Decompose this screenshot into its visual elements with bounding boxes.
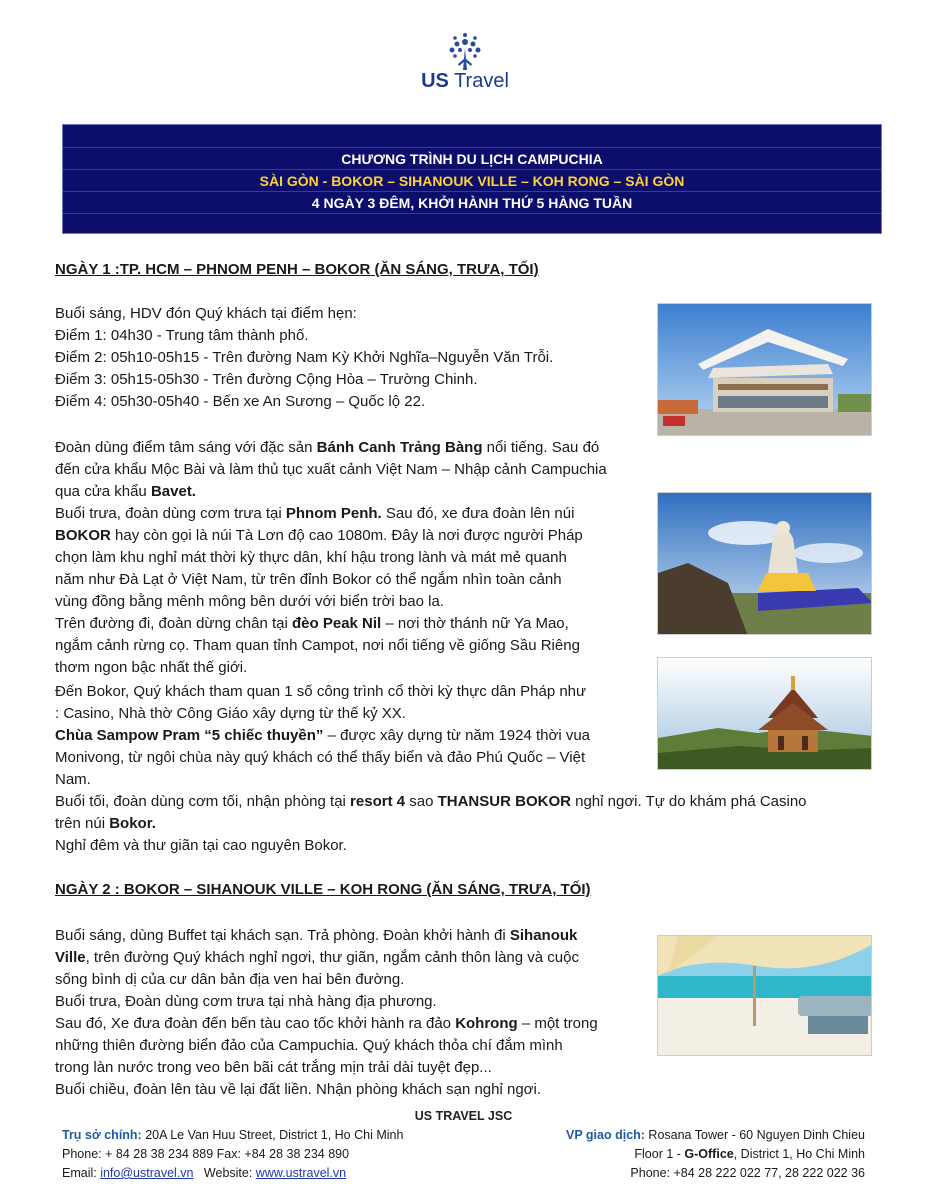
pickup-point: Điểm 3: 05h15-05h30 - Trên đường Cộng Hòa – Trường Chinh.	[55, 371, 478, 388]
footer-company: US TRAVEL JSC	[414, 1109, 513, 1123]
banner-title: CHƯƠNG TRÌNH DU LỊCH CAMPUCHIA	[341, 151, 603, 167]
temple-text: Monivong, từ ngôi chùa này quý khách có thể thấy biển và đảo Phú Quốc – Việt	[55, 749, 586, 766]
office-floor: Floor 1 - G-Office, District 1, Ho Chi Minh	[634, 1147, 865, 1161]
day2-afternoon-text: Buổi chiều, đoàn lên tàu về lại đất liền. Nhận phòng khách sạn nghỉ ngơi.	[55, 1081, 542, 1098]
day2-boat-text: những thiên đường biển đảo của Campuchia. Quý khách thỏa chí đắm mình	[55, 1037, 563, 1054]
banner-route: SÀI GÒN - BOKOR – SIHANOUK VILLE – KOH RONG – SÀI GÒN	[259, 173, 685, 189]
phone-fax: Phone: + 84 28 38 234 889 Fax: +84 28 38 234 890	[62, 1147, 350, 1161]
border-text: đến cửa khẩu Mộc Bài và làm thủ tục xuất cảnh Việt Nam – Nhập cảnh Campuchia	[55, 461, 607, 478]
pickup-point: Điểm 4: 05h30-05h40 - Bến xe An Sương – Quốc lộ 22.	[55, 393, 426, 410]
bokor-text: BOKOR hay còn gọi là núi Tà Lơn độ cao 1080m. Đây là nơi được người Pháp	[55, 527, 583, 544]
peak-text: thơm ngon bậc nhất thế giới.	[55, 659, 248, 676]
visit-text: Đến Bokor, Quý khách tham quan 1 số công trình cổ thời kỳ thực dân Pháp như	[55, 683, 587, 700]
lunch-text: Buổi trưa, đoàn dùng cơm trưa tại Phnom Penh. Sau đó, xe đưa đoàn lên núi	[55, 505, 575, 522]
sampow-pram-temple-photo	[657, 657, 872, 770]
bokor-text: vùng đồng bằng mênh mông bên dưới với biển trời bao la.	[55, 593, 444, 610]
peak-text: Trên đường đi, đoàn dừng chân tại đèo Peak Nil – nơi thờ thánh nữ Ya Mao,	[55, 615, 569, 632]
pickup-point: Điểm 2: 05h10-05h15 - Trên đường Nam Kỳ Khởi Nghĩa–Nguyễn Văn Trỗi.	[55, 349, 554, 366]
temple-text: Chùa Sampow Pram “5 chiếc thuyền” – được xây dựng từ năm 1924 thời vua	[55, 727, 591, 744]
day1-intro: Buổi sáng, HDV đón Quý khách tại điểm hẹn:	[55, 305, 357, 322]
night-text: Nghỉ đêm và thư giãn tại cao nguyên Bokor.	[55, 837, 347, 854]
temple-text: Nam.	[55, 771, 91, 788]
hq-address: 20A Le Van Huu Street, District 1, Ho Chi Minh	[141, 1128, 404, 1142]
day2-morning-text: sống bình dị của cư dân bản địa ven hai bên đường.	[55, 971, 405, 988]
bokor-text: chọn làm khu nghỉ mát thời kỳ thực dân, khí hậu trong lành và mát mẻ quanh	[55, 549, 567, 566]
bokor-statue-photo	[657, 492, 872, 635]
evening-text: trên núi Bokor.	[55, 815, 156, 832]
breakfast-text: Đoàn dùng điểm tâm sáng với đặc sản Bánh Canh Trảng Bàng nổi tiếng. Sau đó	[55, 439, 600, 456]
program-banner	[62, 124, 882, 234]
day2-heading: NGÀY 2 : BOKOR – SIHANOUK VILLE – KOH RONG (ĂN SÁNG, TRƯA, TỐI)	[55, 881, 591, 898]
brand-us: US	[421, 70, 449, 92]
bokor-text: năm như Đà Lạt ở Việt Nam, từ trên đỉnh Bokor có thể ngắm nhìn toàn cảnh	[55, 571, 562, 588]
border-gate-photo	[657, 303, 872, 436]
day2-morning-text: Ville, trên đường Quý khách nghỉ ngơi, thư giãn, ngắm cảnh thôn làng và cuộc	[55, 949, 579, 966]
evening-text: Buổi tối, đoàn dùng cơm tối, nhận phòng tại resort 4 sao THANSUR BOKOR nghỉ ngơi. Tự do khám phá Casino	[55, 793, 807, 810]
day2-boat-text: trong làn nước trong veo bên bãi cát trắng mịn trải dài tuyệt đẹp...	[55, 1059, 492, 1076]
peak-text: ngắm cảnh rừng cọ. Tham quan tỉnh Campot, nơi nổi tiếng về giống Sầu Riêng	[55, 637, 580, 654]
hq-label: Trụ sở chính:	[62, 1128, 142, 1142]
office-phone: Phone: +84 28 222 022 77, 28 222 022 36	[630, 1166, 865, 1180]
day2-morning-text: Buổi sáng, dùng Buffet tại khách sạn. Trả phòng. Đoàn khởi hành đi Sihanouk	[55, 927, 578, 944]
day2-lunch-text: Buổi trưa, Đoàn dùng cơm trưa tại nhà hàng địa phương.	[55, 993, 437, 1010]
pickup-point: Điểm 1: 04h30 - Trung tâm thành phố.	[55, 327, 309, 344]
website-link[interactable]: www.ustravel.vn	[255, 1166, 347, 1180]
footer-head-office: Trụ sở chính: 20A Le Van Huu Street, District 1, Ho Chi Minh Phone: + 84 28 38 234 889 Fax: +84 28 38 234 890 Email: info@ustravel.vn Website: www.ustravel.vn	[62, 1128, 404, 1180]
day1-heading: NGÀY 1 :TP. HCM – PHNOM PENH – BOKOR (ĂN SÁNG, TRƯA, TỐI)	[55, 261, 539, 278]
email-link[interactable]: info@ustravel.vn	[100, 1166, 194, 1180]
office-label: VP giao dịch:	[566, 1128, 645, 1142]
brand-travel: Travel	[454, 70, 509, 92]
banner-duration: 4 NGÀY 3 ĐÊM, KHỞI HÀNH THỨ 5 HÀNG TUẦN	[311, 195, 633, 211]
border-text: qua cửa khẩu Bavet.	[55, 483, 196, 500]
office-address: Rosana Tower - 60 Nguyen Dinh Chieu	[644, 1128, 865, 1142]
koh-rong-beach-photo	[657, 935, 872, 1056]
visit-text: : Casino, Nhà thờ Công Giáo xây dựng từ thế kỷ XX.	[55, 705, 406, 722]
footer-office	[566, 1126, 865, 1183]
day2-boat-text: Sau đó, Xe đưa đoàn đến bến tàu cao tốc khởi hành ra đảo Kohrong – một trong	[55, 1015, 598, 1032]
tree-icon	[443, 30, 487, 74]
us-travel-logo	[410, 30, 520, 100]
